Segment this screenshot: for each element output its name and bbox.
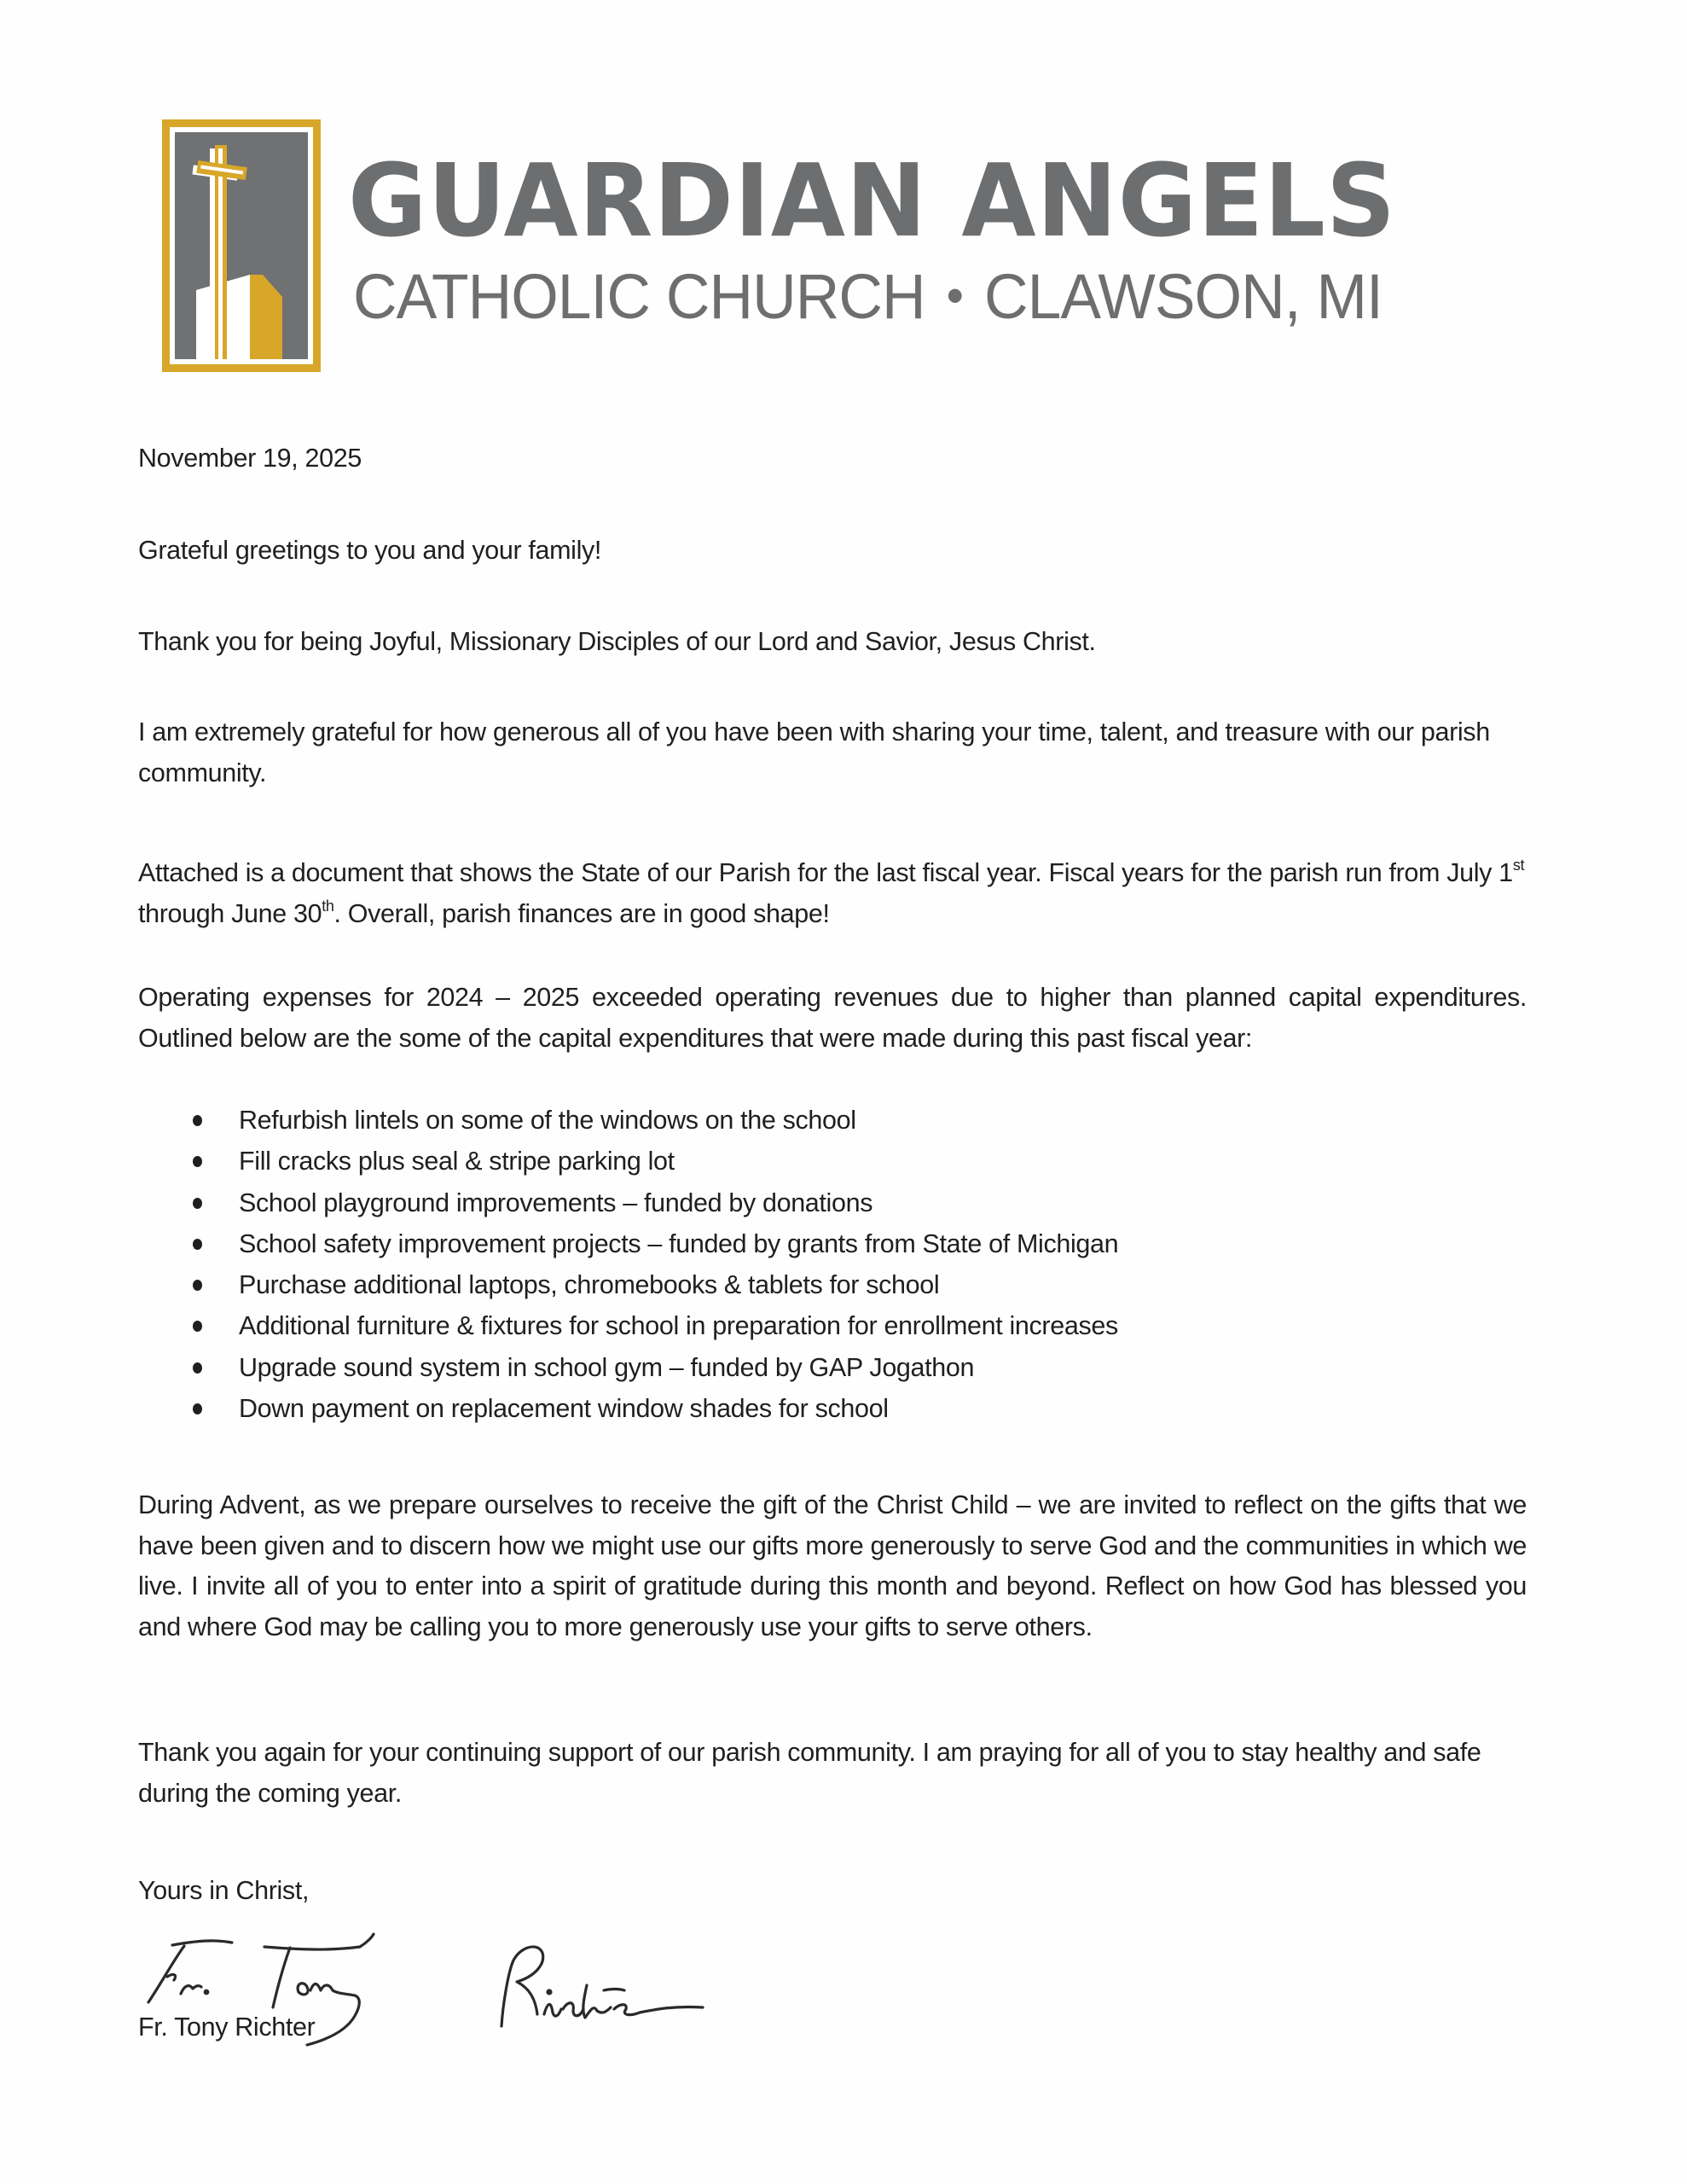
bullet-icon bbox=[193, 1280, 202, 1291]
ordinal-st: st bbox=[1512, 857, 1525, 874]
list-item-text: School safety improvement projects – funded by grants from State of Michigan bbox=[239, 1228, 1119, 1258]
closing-paragraph bbox=[138, 1733, 1527, 1814]
operating-expenses-paragraph bbox=[138, 978, 1527, 1059]
list-item-text: Upgrade sound system in school gym – funded by GAP Jogathon bbox=[239, 1352, 975, 1382]
list-item bbox=[138, 1389, 1527, 1430]
grateful-paragraph bbox=[138, 712, 1527, 793]
bullet-icon bbox=[193, 1362, 202, 1374]
list-item-text: Fill cracks plus seal & stripe parking lot bbox=[239, 1147, 675, 1176]
date-text: November 19, 2025 bbox=[138, 444, 362, 473]
bullet-icon bbox=[193, 1198, 202, 1209]
thanks-text: Thank you for being Joyful, Missionary Disciples of our Lord and Savior, Jesus Christ. bbox=[138, 627, 1096, 656]
valediction bbox=[138, 1871, 1527, 1912]
grateful-text: I am extremely grateful for how generous all of you have been with sharing your time, talent, and treasure with our parish community. bbox=[138, 717, 1490, 787]
separator-dot-icon: • bbox=[946, 267, 963, 324]
operating-expenses-text: Operating expenses for 2024 – 2025 exceeded operating revenues due to higher than planned capital expenditures. Outlined below are the some of the capital expenditures that were made during this past fiscal year: bbox=[138, 983, 1527, 1053]
closing-text: Thank you again for your continuing support of our parish community. I am praying for all of you to stay healthy and safe during the coming year. bbox=[138, 1738, 1481, 1808]
list-item bbox=[138, 1141, 1527, 1182]
advent-text: During Advent, as we prepare ourselves to receive the gift of the Christ Child – we are invited to reflect on the gifts that we have been given and to discern how we might use our gifts more generously to serve God and the communities in which we live. I invite all of you to enter into a spirit of gratitude during this month and beyond. Reflect on how God has blessed you and where God may be calling you to more generously use your gifts to serve others. bbox=[138, 1490, 1527, 1641]
bullet-icon bbox=[193, 1321, 202, 1332]
church-location: CLAWSON, MI bbox=[984, 261, 1383, 332]
letter-date bbox=[138, 439, 1527, 479]
bullet-icon bbox=[193, 1115, 202, 1126]
list-item-text: School playground improvements – funded by donations bbox=[239, 1188, 873, 1217]
fiscal-year-paragraph bbox=[138, 853, 1527, 934]
letter-greeting bbox=[138, 531, 1527, 572]
church-name: GUARDIAN ANGELS bbox=[348, 142, 1397, 259]
list-item bbox=[138, 1348, 1527, 1389]
list-item bbox=[138, 1101, 1527, 1141]
fiscal-text-part2: through June 30 bbox=[138, 898, 322, 928]
list-item-text: Additional furniture & fixtures for school in preparation for enrollment increases bbox=[239, 1311, 1118, 1341]
signer-name: Fr. Tony Richter bbox=[138, 2013, 316, 2042]
list-item-text: Refurbish lintels on some of the windows on the school bbox=[239, 1106, 856, 1135]
bullet-icon bbox=[193, 1403, 202, 1414]
list-item bbox=[138, 1183, 1527, 1224]
bullet-icon bbox=[193, 1239, 202, 1250]
ordinal-th: th bbox=[322, 897, 334, 915]
fiscal-text-part1: Attached is a document that shows the State of our Parish for the last fiscal year. Fiscal years for the parish run from July 1 bbox=[138, 858, 1513, 887]
list-item-text: Purchase additional laptops, chromebooks & tablets for school bbox=[239, 1270, 940, 1300]
signature-block bbox=[138, 2007, 1527, 2048]
bullet-list bbox=[138, 1101, 1527, 1430]
church-subtitle bbox=[353, 262, 1383, 331]
advent-paragraph bbox=[138, 1485, 1527, 1647]
fiscal-year-text bbox=[138, 853, 1527, 934]
capital-expenditures-list bbox=[138, 1101, 1527, 1430]
list-item bbox=[138, 1265, 1527, 1306]
thanks-paragraph bbox=[138, 622, 1527, 663]
fiscal-text-part3: . Overall, parish finances are in good shape! bbox=[333, 898, 830, 928]
greeting-text: Grateful greetings to you and your family! bbox=[138, 536, 602, 565]
church-type: CATHOLIC CHURCH bbox=[353, 261, 925, 332]
church-cross-logo-icon bbox=[162, 119, 321, 372]
list-item bbox=[138, 1224, 1527, 1265]
bullet-icon bbox=[193, 1156, 202, 1167]
valediction-text: Yours in Christ, bbox=[138, 1876, 310, 1905]
list-item bbox=[138, 1306, 1527, 1347]
list-item-text: Down payment on replacement window shades for school bbox=[239, 1394, 889, 1424]
